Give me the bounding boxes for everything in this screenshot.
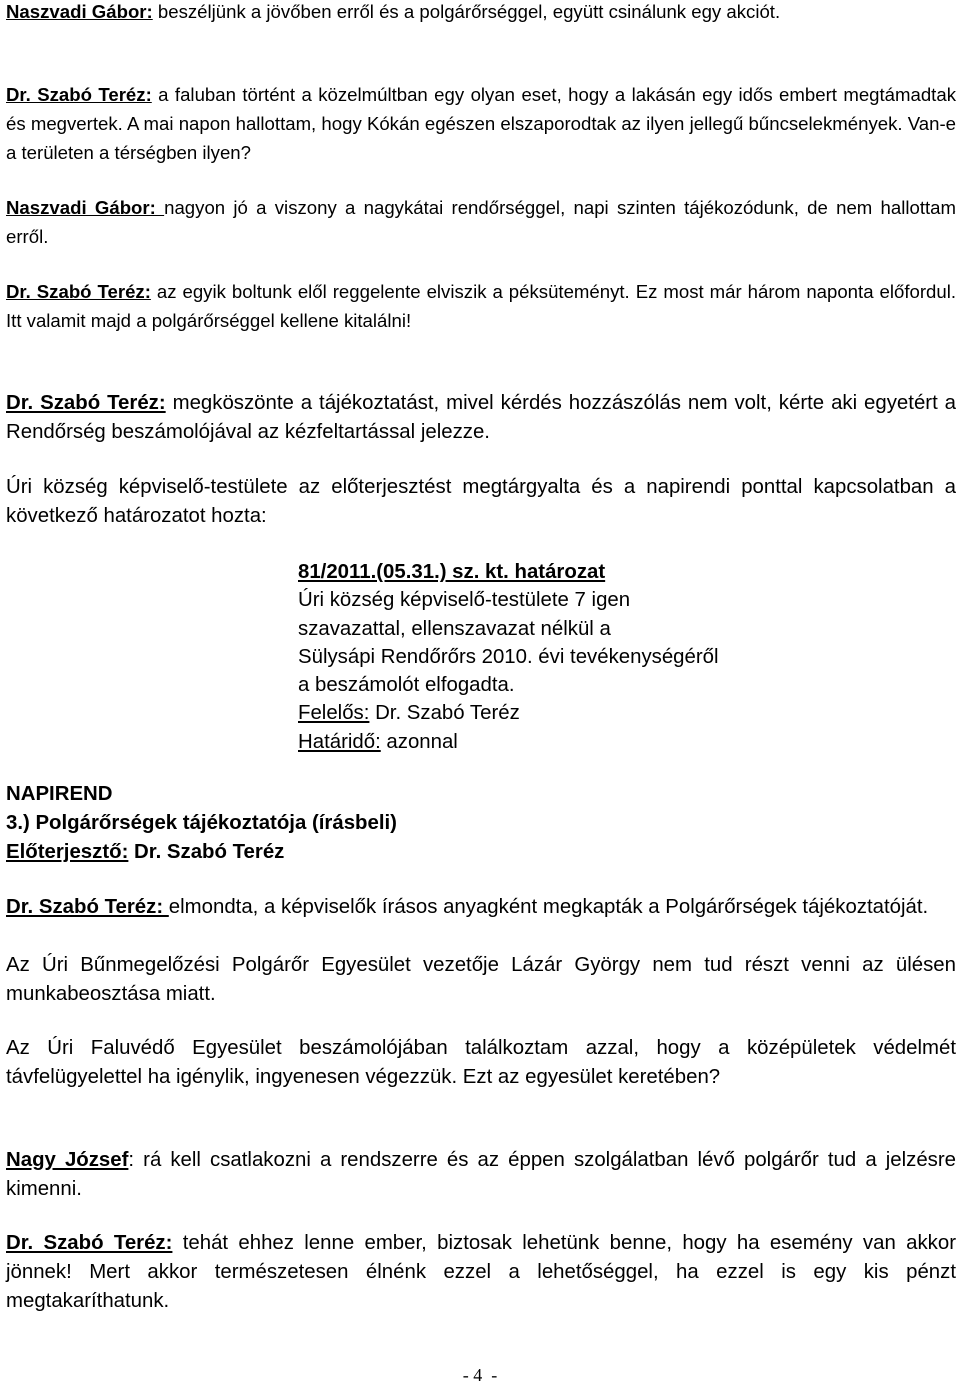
paragraph bbox=[6, 1034, 956, 1092]
paragraph-text: nagyon jó a viszony a nagykátai rendőrséggel, napi szinten tájékozódunk, de nem hallottam erről. bbox=[6, 197, 956, 247]
paragraph-text: megköszönte a tájékoztatást, mivel kérdés hozzászólás nem volt, kérte aki egyetért a Rendőrség beszámolójával az kézfeltartással jelezze. bbox=[6, 392, 957, 443]
deadline-label: Határidő: bbox=[298, 730, 381, 753]
paragraph-text: az egyik boltunk elől reggelente elviszik a péksüteményt. Ez most már három naponta előfordul. Itt valamit majd a polgárőrséggel kellene kitalálni! bbox=[6, 281, 957, 331]
paragraph-text: : rá kell csatlakozni a rendszerre és az éppen szolgálatban lévő polgárőr tud a jelzésre kimenni. bbox=[6, 1149, 956, 1200]
resolution-deadline bbox=[298, 728, 858, 756]
paragraph-text: a faluban történt a közelmúltban egy olyan eset, hogy a lakásán egy idős embert megtámadtak és megvertek. A mai napon hallottam, hogy Kókán egészen elszaporodtak az ilyen jellegű bűncselekmények. Van-e a területen a térségben ilyen? bbox=[6, 84, 956, 163]
resolution-line: a beszámolót elfogadta. bbox=[298, 674, 515, 697]
paragraph bbox=[6, 277, 956, 335]
speaker-name: Naszvadi Gábor: bbox=[6, 197, 165, 218]
paragraph bbox=[6, 193, 956, 251]
page-number: - 4 - bbox=[462, 1365, 498, 1385]
presenter-value: Dr. Szabó Teréz bbox=[128, 841, 285, 863]
paragraph bbox=[6, 473, 956, 531]
presenter-label: Előterjesztő: bbox=[6, 841, 129, 863]
speaker-name: Dr. Szabó Teréz: bbox=[6, 84, 152, 105]
paragraph-text: beszéljünk a jövőben erről és a polgárőrséggel, együtt csinálunk egy akciót. bbox=[152, 1, 781, 22]
responsible-value: Dr. Szabó Teréz bbox=[369, 702, 520, 725]
agenda-presenter bbox=[6, 838, 706, 867]
responsible-label: Felelős: bbox=[298, 702, 370, 725]
resolution-block bbox=[298, 558, 858, 756]
speaker-name: Dr. Szabó Teréz: bbox=[6, 896, 169, 918]
agenda-block bbox=[6, 780, 706, 867]
speaker-name: Dr. Szabó Teréz: bbox=[6, 1232, 173, 1254]
paragraph bbox=[6, 951, 956, 1009]
resolution-responsible bbox=[298, 699, 858, 727]
paragraph-text: elmondta, a képviselők írásos anyagként megkapták a Polgárőrségek tájékoztatóját. bbox=[168, 896, 929, 918]
deadline-value: azonnal bbox=[380, 730, 458, 753]
agenda-item: 3.) Polgárőrségek tájékoztatója (írásbeli) bbox=[6, 812, 397, 834]
resolution-line: szavazattal, ellenszavazat nélkül a bbox=[298, 617, 611, 640]
paragraph-text: Az Úri Bűnmegelőzési Polgárőr Egyesület vezetője Lázár György nem tud részt venni az ülésen munkabeosztása miatt. bbox=[6, 954, 956, 1005]
paragraph bbox=[6, 389, 956, 447]
resolution-line: Sülysápi Rendőrőrs 2010. évi tevékenységéről bbox=[298, 645, 719, 668]
speaker-name: Dr. Szabó Teréz: bbox=[6, 392, 166, 414]
paragraph bbox=[6, 80, 956, 167]
resolution-line: Úri község képviselő-testülete 7 igen bbox=[298, 589, 631, 612]
agenda-heading: NAPIREND bbox=[6, 783, 113, 805]
paragraph-text: Az Úri Faluvédő Egyesület beszámolójában találkoztam azzal, hogy a középületek védelmét távfelügyelettel ha igénylik, ingyenesen végezzük. Ezt az egyesület keretében? bbox=[6, 1037, 956, 1088]
paragraph-text: tehát ehhez lenne ember, biztosak lehetünk benne, hogy ha esemény van akkor jönnek! Mert akkor természetesen élnénk ezzel a lehetőséggel, ha ezzel is egy kis pénzt megtakaríthatunk. bbox=[6, 1232, 956, 1312]
speaker-name: Nagy József bbox=[6, 1149, 129, 1171]
paragraph bbox=[6, 1146, 956, 1204]
speaker-name: Naszvadi Gábor: bbox=[6, 1, 153, 22]
paragraph bbox=[6, 893, 956, 922]
paragraph bbox=[6, 0, 956, 26]
resolution-number: 81/2011.(05.31.) sz. kt. határozat bbox=[298, 561, 606, 583]
paragraph-text: Úri község képviselő-testülete az előterjesztést megtárgyalta és a napirendi ponttal kapcsolatban a következő határozatot hozta: bbox=[6, 476, 956, 527]
speaker-name: Dr. Szabó Teréz: bbox=[6, 281, 151, 302]
paragraph bbox=[6, 1229, 956, 1316]
